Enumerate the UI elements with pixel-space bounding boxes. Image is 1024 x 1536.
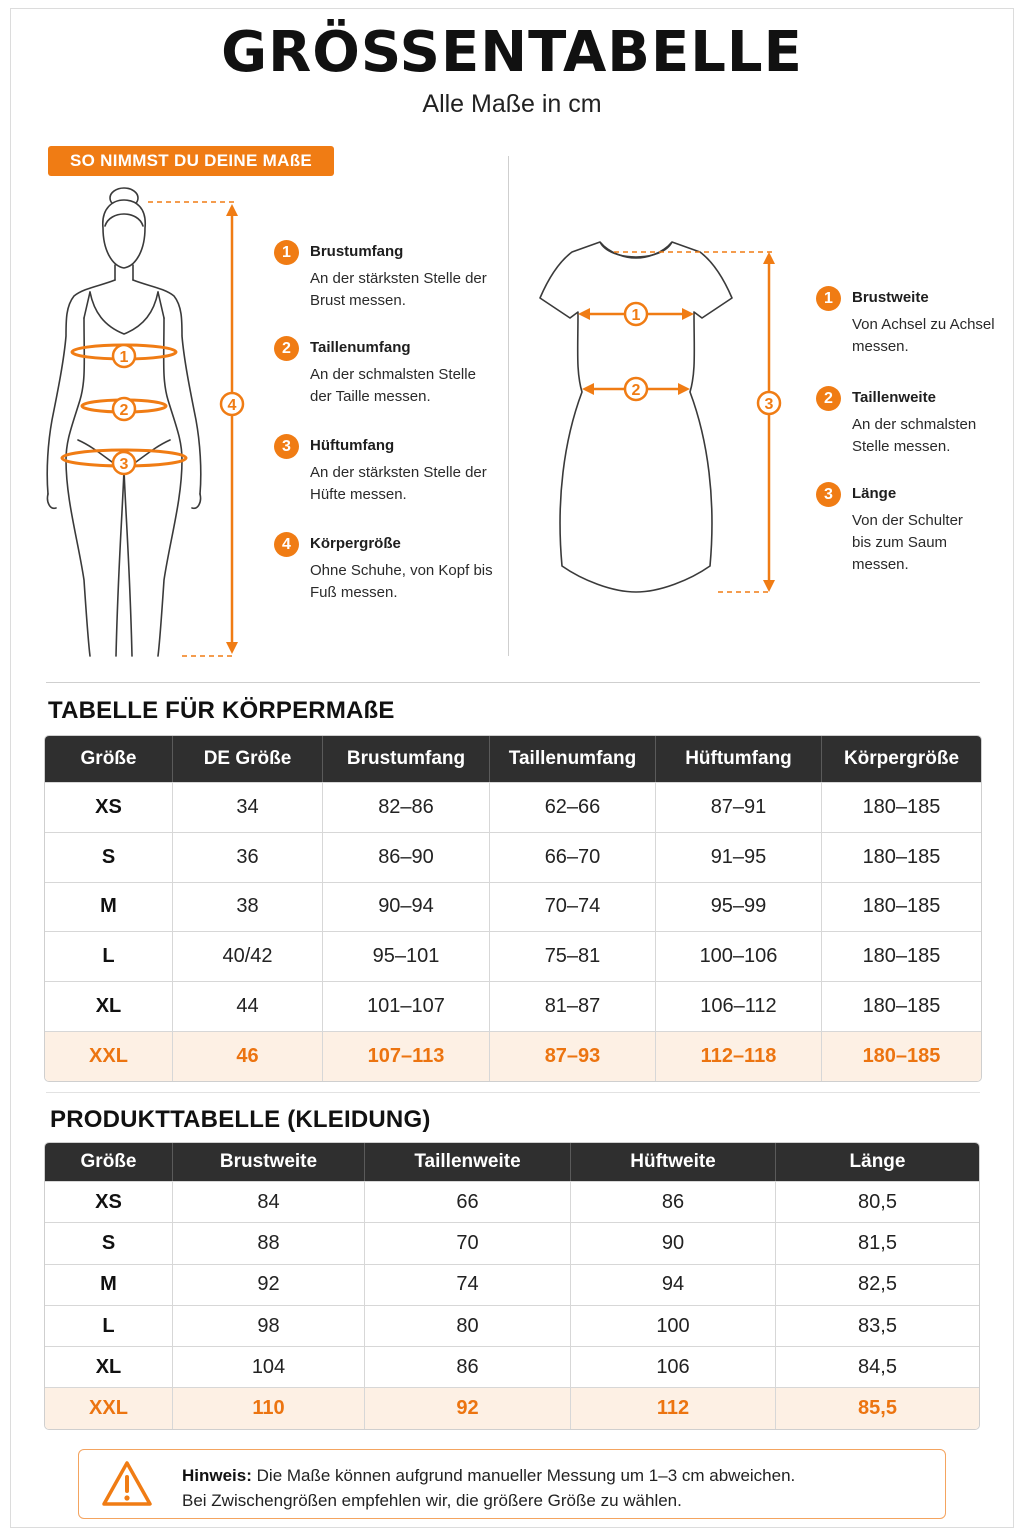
- product-table-title: PRODUKTTABELLE (KLEIDUNG): [50, 1106, 431, 1133]
- step-description: An der schmalsten Stelle der Taille messen.: [310, 366, 476, 405]
- table-row-highlighted: [45, 1387, 979, 1428]
- step-name: Brustumfang: [310, 243, 404, 260]
- table-cell: 81,5: [775, 1222, 979, 1263]
- svg-text:1: 1: [631, 307, 641, 324]
- svg-text:1: 1: [119, 349, 129, 366]
- table-cell: 95–99: [655, 882, 821, 932]
- table-cell: 106: [570, 1346, 775, 1387]
- table-cell: 87–93: [489, 1031, 655, 1081]
- table-cell: 180–185: [821, 931, 981, 981]
- table-cell: 44: [172, 981, 322, 1031]
- svg-text:3: 3: [119, 456, 129, 473]
- table-cell: L: [45, 1305, 172, 1346]
- step-number-badge: 3: [274, 434, 299, 459]
- table-cell: 112–118: [655, 1031, 821, 1081]
- table-cell: 180–185: [821, 882, 981, 932]
- table-cell: 70: [364, 1222, 570, 1263]
- table-cell: 66: [364, 1181, 570, 1222]
- table-cell: 34: [172, 782, 322, 832]
- table-cell: XL: [45, 981, 172, 1031]
- svg-text:2: 2: [119, 402, 129, 419]
- column-header: Hüftumfang: [655, 736, 821, 782]
- step-name: Taillenumfang: [310, 339, 411, 356]
- table-cell: 62–66: [489, 782, 655, 832]
- column-header: Hüftweite: [570, 1143, 775, 1181]
- table-cell: XS: [45, 1181, 172, 1222]
- table-cell: 90–94: [322, 882, 489, 932]
- warning-triangle-icon: [101, 1459, 153, 1509]
- column-header: Brustumfang: [322, 736, 489, 782]
- table-cell: 84: [172, 1181, 364, 1222]
- column-header: Länge: [775, 1143, 979, 1181]
- table-row: [45, 782, 981, 832]
- table-cell: 106–112: [655, 981, 821, 1031]
- svg-text:2: 2: [631, 382, 641, 399]
- dress-figure-icon: [540, 242, 732, 592]
- step-description: An der stärksten Stelle der Brust messen.: [310, 270, 487, 309]
- step-description: An der schmalsten Stelle messen.: [852, 416, 977, 455]
- table-cell: 98: [172, 1305, 364, 1346]
- table-cell: 38: [172, 882, 322, 932]
- column-header: DE Größe: [172, 736, 322, 782]
- table-cell: L: [45, 931, 172, 981]
- table-cell: 83,5: [775, 1305, 979, 1346]
- table-cell: 86–90: [322, 832, 489, 882]
- table-row: [45, 931, 981, 981]
- body-size-table: [44, 735, 982, 1082]
- table-cell: 92: [364, 1387, 570, 1428]
- table-cell: 180–185: [821, 1031, 981, 1081]
- column-header: Brustweite: [172, 1143, 364, 1181]
- table-cell: 95–101: [322, 931, 489, 981]
- step-name: Brustweite: [852, 289, 929, 306]
- table-cell: S: [45, 1222, 172, 1263]
- column-header: Körpergröße: [821, 736, 981, 782]
- column-header: Größe: [45, 736, 172, 782]
- table-header-row: [45, 1143, 979, 1181]
- table-cell: 74: [364, 1264, 570, 1305]
- body-figure-icon: [47, 188, 201, 656]
- table-cell: 81–87: [489, 981, 655, 1031]
- table-cell: 100–106: [655, 931, 821, 981]
- table-cell: 180–185: [821, 782, 981, 832]
- step-description: An der stärksten Stelle der Hüfte messen.: [310, 464, 487, 503]
- body-marker-4: [221, 393, 243, 415]
- how-to-measure-badge: SO NIMMST DU DEINE MAßE: [48, 146, 334, 176]
- table-row: [45, 882, 981, 932]
- body-marker-2: [113, 398, 135, 420]
- table-cell: XXL: [45, 1031, 172, 1081]
- table-row: [45, 1305, 979, 1346]
- table-cell: 70–74: [489, 882, 655, 932]
- note-line-1: Die Maße können aufgrund manueller Messung um 1–3 cm abweichen.: [256, 1466, 796, 1485]
- step-number-badge: 2: [816, 386, 841, 411]
- step-name: Hüftumfang: [310, 437, 395, 454]
- table-row-highlighted: [45, 1031, 981, 1081]
- body-marker-1: [113, 345, 135, 367]
- table-cell: 40/42: [172, 931, 322, 981]
- table-cell: S: [45, 832, 172, 882]
- page-subtitle: Alle Maße in cm: [422, 90, 602, 118]
- step-number-badge: 3: [816, 482, 841, 507]
- table-cell: 82–86: [322, 782, 489, 832]
- product-size-table: [44, 1142, 980, 1430]
- step-name: Körpergröße: [310, 535, 401, 552]
- section-divider: [46, 1092, 980, 1093]
- table-cell: M: [45, 1264, 172, 1305]
- table-cell: 91–95: [655, 832, 821, 882]
- table-cell: 36: [172, 832, 322, 882]
- body-table-title: TABELLE FÜR KÖRPERMAßE: [48, 697, 395, 724]
- table-cell: 46: [172, 1031, 322, 1081]
- table-cell: 80,5: [775, 1181, 979, 1222]
- note-text: [182, 1463, 795, 1513]
- table-cell: 104: [172, 1346, 364, 1387]
- step-description: Von der Schulter bis zum Saum messen.: [852, 512, 963, 573]
- column-header: Taillenumfang: [489, 736, 655, 782]
- column-header: Größe: [45, 1143, 172, 1181]
- table-cell: 86: [570, 1181, 775, 1222]
- table-row: [45, 1222, 979, 1263]
- section-divider: [46, 682, 980, 683]
- note-line-2: Bei Zwischengrößen empfehlen wir, die größere Größe zu wählen.: [182, 1491, 682, 1510]
- table-cell: 88: [172, 1222, 364, 1263]
- table-cell: 92: [172, 1264, 364, 1305]
- table-cell: XXL: [45, 1387, 172, 1428]
- svg-text:3: 3: [764, 396, 774, 413]
- dress-marker-3: [758, 392, 780, 414]
- step-number-badge: 1: [816, 286, 841, 311]
- table-cell: 86: [364, 1346, 570, 1387]
- table-cell: 85,5: [775, 1387, 979, 1428]
- note-label: Hinweis:: [182, 1466, 252, 1485]
- table-cell: 87–91: [655, 782, 821, 832]
- table-cell: 100: [570, 1305, 775, 1346]
- column-header: Taillenweite: [364, 1143, 570, 1181]
- table-row: [45, 1346, 979, 1387]
- page-title: GRÖSSENTABELLE: [221, 20, 803, 85]
- table-cell: M: [45, 882, 172, 932]
- table-cell: 80: [364, 1305, 570, 1346]
- table-cell: 90: [570, 1222, 775, 1263]
- dress-marker-2: [625, 378, 647, 400]
- table-row: [45, 832, 981, 882]
- table-cell: 110: [172, 1387, 364, 1428]
- table-cell: 66–70: [489, 832, 655, 882]
- svg-text:4: 4: [227, 397, 237, 414]
- step-name: Länge: [852, 485, 897, 502]
- table-cell: 112: [570, 1387, 775, 1428]
- table-cell: 94: [570, 1264, 775, 1305]
- step-description: Ohne Schuhe, von Kopf bis Fuß messen.: [310, 562, 493, 601]
- table-cell: 180–185: [821, 832, 981, 882]
- table-header-row: [45, 736, 981, 782]
- table-cell: 180–185: [821, 981, 981, 1031]
- table-row: [45, 981, 981, 1031]
- step-name: Taillenweite: [852, 389, 936, 406]
- table-cell: XS: [45, 782, 172, 832]
- table-cell: 75–81: [489, 931, 655, 981]
- table-cell: XL: [45, 1346, 172, 1387]
- step-number-badge: 4: [274, 532, 299, 557]
- table-cell: 84,5: [775, 1346, 979, 1387]
- note-box: [78, 1449, 946, 1519]
- step-number-badge: 1: [274, 240, 299, 265]
- step-number-badge: 2: [274, 336, 299, 361]
- dress-marker-1: [625, 303, 647, 325]
- step-description: Von Achsel zu Achsel messen.: [852, 316, 995, 355]
- table-cell: 82,5: [775, 1264, 979, 1305]
- table-row: [45, 1264, 979, 1305]
- table-row: [45, 1181, 979, 1222]
- table-cell: 107–113: [322, 1031, 489, 1081]
- body-marker-3: [113, 452, 135, 474]
- table-cell: 101–107: [322, 981, 489, 1031]
